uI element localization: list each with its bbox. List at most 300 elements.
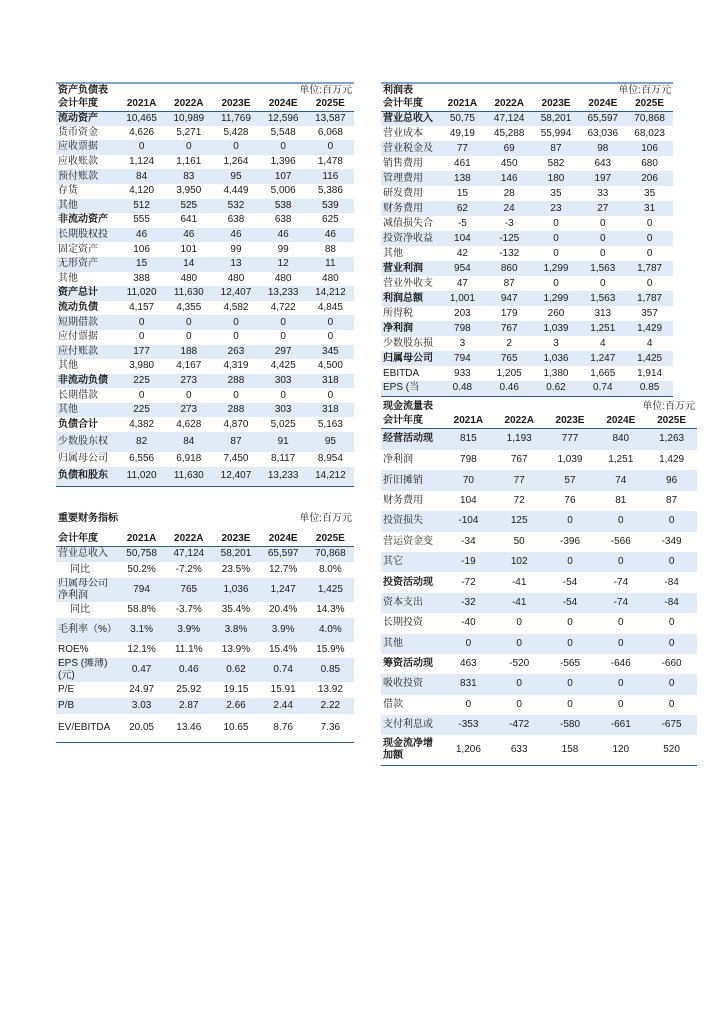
ratios-row [56, 642, 354, 658]
row-value: 461 [454, 157, 471, 169]
row-value: 99 [277, 243, 289, 255]
row-value: 2.87 [165, 698, 212, 714]
row-label: P/B [56, 698, 118, 714]
row-value: 0 [646, 277, 653, 289]
row-label: 利润总额 [381, 291, 439, 306]
row-value: 0 [595, 674, 646, 694]
row-value: 104 [460, 494, 477, 506]
row-value: 512 [118, 199, 165, 214]
cashflow-row [381, 470, 697, 490]
row-value: 4,500 [317, 360, 343, 372]
header-year: 2022A [165, 532, 212, 546]
income-row [381, 156, 673, 171]
row-value: 88 [324, 243, 336, 255]
row-label: 非流动负债 [56, 374, 118, 389]
row-value: 794 [118, 578, 165, 602]
row-label: 流动负债 [58, 302, 98, 314]
row-value: 3.03 [118, 698, 165, 714]
cashflow-row [381, 428, 697, 450]
row-value: 47 [456, 277, 468, 289]
balance-row [56, 286, 354, 301]
row-value: 206 [626, 171, 673, 186]
row-value: 1,193 [494, 428, 545, 450]
row-value: 1,247 [579, 351, 626, 366]
row-value: 0 [545, 674, 596, 694]
row-value: 831 [443, 674, 494, 694]
row-value: 1,396 [270, 156, 296, 168]
row-value: 0.74 [579, 381, 626, 396]
row-value: 14.3% [316, 604, 345, 615]
row-value: 582 [547, 157, 565, 169]
balance-row [56, 301, 354, 316]
row-label: 负债合计 [58, 418, 98, 430]
cashflow-row [381, 634, 697, 654]
row-value: 1,263 [646, 428, 697, 450]
balance-row [56, 388, 354, 403]
row-value: 0 [260, 140, 307, 155]
row-value: 1,251 [579, 321, 626, 336]
row-value: -3.7% [175, 604, 202, 615]
row-value: 6,556 [129, 453, 155, 465]
row-value: 0 [118, 140, 165, 155]
row-label: 长期股权投 [56, 228, 118, 243]
row-value: 0 [668, 698, 675, 710]
row-value: 197 [579, 171, 626, 186]
row-value: 84 [118, 169, 165, 184]
row-value: 96 [646, 470, 697, 490]
row-value: -104 [443, 511, 494, 531]
row-value: 3.8% [212, 618, 259, 642]
ratios-row [56, 658, 354, 682]
row-value: 798 [460, 454, 477, 466]
row-value: 50,758 [118, 546, 165, 562]
row-value: 225 [118, 403, 165, 418]
row-value: -472 [494, 715, 545, 735]
income-row [381, 171, 673, 186]
row-value: 1,039 [557, 454, 583, 466]
row-value: -84 [664, 576, 679, 588]
row-value: 0 [165, 315, 212, 330]
header-year: 2024E [260, 532, 307, 546]
row-value: 480 [274, 272, 292, 284]
header-label: 会计年度 [56, 97, 118, 111]
row-value: 68,023 [634, 127, 665, 139]
balance-row [56, 155, 354, 170]
row-label: 财务费用 [381, 201, 439, 216]
row-value: -566 [610, 535, 631, 547]
row-value: 15 [118, 257, 165, 272]
ratios-title-row [56, 506, 354, 532]
row-value: 4,167 [176, 360, 202, 372]
row-label: 营业税金及 [381, 141, 439, 156]
cashflow-header-row [381, 414, 697, 428]
row-value: 273 [165, 403, 212, 418]
row-value: 0 [646, 552, 697, 572]
row-value: 840 [595, 428, 646, 450]
row-value: 0 [595, 634, 646, 654]
row-value: 777 [545, 428, 596, 450]
row-value: 58,201 [533, 111, 580, 126]
row-value: 539 [307, 199, 354, 214]
row-value: 24.97 [129, 684, 155, 695]
balance-sheet-table [56, 82, 354, 487]
row-value: 106 [626, 141, 673, 156]
row-value: 0 [567, 698, 573, 710]
balance-row [56, 257, 354, 272]
cashflow-statement [381, 400, 697, 766]
row-label: 资产总计 [56, 286, 118, 301]
row-value: 0 [327, 331, 334, 343]
ratios-unit: 单位:百万元 [299, 513, 352, 524]
row-value: 625 [322, 214, 339, 226]
row-label: 销售费用 [383, 157, 423, 169]
row-label: 折旧摊销 [381, 470, 443, 490]
row-value: 69 [486, 141, 533, 156]
row-value: 0 [307, 315, 354, 330]
row-value: 12,407 [212, 467, 259, 487]
row-value: -396 [559, 535, 580, 547]
key-ratios [56, 506, 354, 743]
row-value: 1,914 [637, 367, 663, 379]
row-value: 0 [165, 140, 212, 155]
ratios-row [56, 698, 354, 714]
balance-row [56, 228, 354, 243]
row-label: 其他 [383, 247, 403, 259]
header-year: 2023E [533, 97, 580, 111]
row-value: -520 [509, 658, 530, 670]
row-value: 0 [118, 315, 165, 330]
row-value: 46 [165, 228, 212, 243]
balance-row [56, 126, 354, 141]
row-value: 12.7% [268, 564, 298, 575]
row-value: 13.9% [221, 644, 251, 655]
row-value: 767 [510, 454, 528, 466]
row-value: 13,587 [307, 111, 354, 126]
row-value: 0 [646, 247, 653, 259]
ratios-row [56, 618, 354, 642]
row-value: -41 [494, 593, 545, 613]
row-value: 0.62 [533, 381, 580, 396]
row-value: 0 [567, 617, 573, 629]
row-label: 其他 [58, 272, 78, 284]
row-value: 0 [579, 231, 626, 246]
row-value: 20.05 [118, 714, 165, 742]
row-value: 0 [533, 231, 580, 246]
row-value: 50.2% [127, 564, 156, 575]
row-value: 87 [533, 141, 580, 156]
row-value: 0.62 [212, 658, 259, 682]
row-value: 297 [260, 345, 307, 360]
row-label: 归属母公司 [381, 351, 439, 366]
row-label: 短期借款 [56, 315, 118, 330]
row-value: 65,597 [260, 546, 307, 562]
row-value: 538 [260, 199, 307, 214]
row-value: 480 [227, 272, 245, 284]
row-label: ROE% [58, 644, 89, 655]
row-value: 2.44 [260, 698, 307, 714]
header-year: 2022A [486, 97, 533, 111]
row-value: -74 [595, 593, 646, 613]
row-value: 13.92 [317, 684, 343, 695]
cashflow-row [381, 695, 697, 715]
header-year: 2025E [307, 97, 354, 111]
row-value: 20.4% [268, 604, 298, 615]
row-value: 6,918 [176, 453, 202, 465]
balance-row [56, 111, 354, 126]
row-value: 2.66 [212, 698, 259, 714]
row-value: 2.22 [307, 698, 354, 714]
row-value: 765 [165, 578, 212, 602]
balance-row [56, 467, 354, 487]
row-value: 158 [545, 735, 596, 765]
income-row [381, 186, 673, 201]
row-value: 0 [516, 698, 522, 710]
row-value: 177 [118, 345, 165, 360]
row-value: 1,161 [176, 156, 202, 168]
row-value: 0 [212, 315, 259, 330]
cashflow-row [381, 674, 697, 694]
row-value: 1,299 [533, 291, 580, 306]
row-value: 0.48 [439, 381, 486, 396]
row-label: 吸收投资 [381, 674, 443, 694]
header-year: 2023E [212, 532, 259, 546]
row-value: 87 [666, 494, 678, 506]
row-value: 288 [212, 403, 259, 418]
key-ratios-table [56, 506, 354, 743]
row-label: 其他 [56, 403, 118, 418]
row-value: 357 [641, 307, 658, 319]
row-value: 1,039 [533, 321, 580, 336]
row-value: -353 [443, 715, 494, 735]
row-value: 3 [459, 337, 466, 349]
cashflow-row [381, 491, 697, 511]
row-value: 0 [646, 634, 697, 654]
balance-row [56, 315, 354, 330]
balance-row [56, 140, 354, 155]
row-value: 6,068 [317, 126, 343, 138]
row-value: 4,355 [176, 302, 202, 314]
row-label: 净利润 [383, 454, 413, 466]
balance-row [56, 452, 354, 467]
row-value: 65,597 [579, 111, 626, 126]
row-value: 4,582 [223, 302, 249, 314]
row-value: 70 [443, 470, 494, 490]
balance-unit: 单位:百万元 [212, 83, 354, 97]
row-value: 12,596 [260, 111, 307, 126]
row-label: 固定资产 [58, 243, 98, 255]
header-label: 会计年度 [381, 414, 443, 428]
row-value: 42 [456, 247, 468, 259]
row-value: -580 [545, 715, 596, 735]
cashflow-row [381, 593, 697, 613]
row-value: 1,247 [260, 578, 307, 602]
row-value: 1,001 [439, 291, 486, 306]
row-value: -3 [504, 217, 514, 229]
income-row [381, 126, 673, 141]
cashflow-row [381, 572, 697, 592]
row-value: 95 [307, 432, 354, 452]
row-value: 273 [165, 374, 212, 389]
row-value: 345 [307, 345, 354, 360]
row-label: 毛利率（%） [56, 618, 118, 642]
row-value: 0 [600, 247, 606, 259]
row-value: 83 [165, 169, 212, 184]
row-value: 947 [486, 291, 533, 306]
row-value: 0 [545, 511, 596, 531]
row-value: 11,020 [118, 467, 165, 487]
row-value: 4,382 [129, 418, 155, 430]
row-value: 0 [553, 277, 559, 289]
row-value: 0 [595, 552, 646, 572]
row-value: 0 [595, 511, 646, 531]
cashflow-unit: 单位:百万元 [642, 401, 695, 412]
row-value: 70,868 [307, 546, 354, 562]
row-value: 0 [553, 247, 559, 259]
row-label: EV/EBITDA [56, 714, 118, 742]
income-row [381, 366, 673, 381]
row-value: 0 [233, 389, 239, 401]
row-value: 0 [626, 231, 673, 246]
income-row [381, 291, 673, 306]
row-value: 4,120 [129, 185, 155, 197]
row-value: 179 [500, 307, 518, 319]
cashflow-row [381, 654, 697, 674]
row-value: 98 [579, 141, 626, 156]
row-label: 应付账款 [56, 345, 118, 360]
row-label: 营业总收入 [381, 111, 439, 126]
row-value: 46 [212, 228, 259, 243]
row-label: 应收账款 [58, 156, 98, 168]
header-year: 2021A [443, 414, 494, 428]
row-value: 263 [212, 345, 259, 360]
ratios-row [56, 602, 354, 618]
row-value: 794 [439, 351, 486, 366]
row-value: 125 [494, 511, 545, 531]
row-value: 84 [165, 432, 212, 452]
row-value: 45,288 [493, 127, 525, 139]
row-label: 所得税 [383, 307, 413, 319]
row-value: 303 [260, 374, 307, 389]
row-label: 应付票据 [58, 331, 98, 343]
row-value: 1,036 [212, 578, 259, 602]
cashflow-statement-table [381, 400, 697, 766]
row-label: 流动资产 [56, 111, 118, 126]
header-label: 会计年度 [381, 97, 439, 111]
balance-row [56, 169, 354, 184]
header-year: 2023E [212, 97, 259, 111]
row-value: 0 [212, 140, 259, 155]
income-unit: 单位:百万元 [533, 83, 673, 97]
ratios-row [56, 578, 354, 602]
row-value: 77 [494, 470, 545, 490]
row-value: 0 [138, 389, 145, 401]
income-row [381, 201, 673, 216]
row-label: 营业利润 [381, 261, 439, 276]
row-value: 1,036 [533, 351, 580, 366]
row-label: 减值损失合 [383, 217, 433, 229]
header-year: 2021A [118, 532, 165, 546]
row-value: 3,980 [129, 360, 155, 372]
row-value: 12 [260, 257, 307, 272]
row-value: 0.46 [165, 658, 212, 682]
row-value: 3.9% [260, 618, 307, 642]
income-row [381, 141, 673, 156]
row-value: 303 [260, 403, 307, 418]
row-value: -72 [461, 576, 476, 588]
row-label: 归属母公司 [58, 453, 108, 465]
row-value: 23 [533, 201, 580, 216]
row-value: 63,036 [587, 127, 619, 139]
row-value: 260 [547, 307, 565, 319]
row-value: 1,787 [626, 261, 673, 276]
row-value: 954 [439, 261, 486, 276]
balance-row [56, 403, 354, 418]
row-value: -661 [595, 715, 646, 735]
row-value: 0 [494, 674, 545, 694]
row-value: 102 [494, 552, 545, 572]
income-row [381, 111, 673, 126]
row-value: 765 [486, 351, 533, 366]
row-value: 1,380 [543, 367, 569, 379]
row-value: 47,124 [165, 546, 212, 562]
row-value: -5 [457, 217, 467, 229]
income-row [381, 306, 673, 321]
row-value: 8.0% [318, 564, 342, 575]
row-value: 10,465 [118, 111, 165, 126]
row-value: 0 [280, 389, 286, 401]
row-value: 1,205 [496, 367, 522, 379]
header-label: 会计年度 [56, 532, 118, 546]
row-value: 4,449 [223, 185, 249, 197]
row-label: 投资净收益 [381, 231, 439, 246]
row-value: 8,954 [317, 453, 343, 465]
row-value: 1,124 [129, 156, 155, 168]
row-value: 0 [260, 315, 307, 330]
row-value: 0.85 [626, 381, 673, 396]
row-value: 0 [186, 331, 192, 343]
row-value: 11.1% [174, 644, 203, 655]
ratios-row [56, 546, 354, 562]
balance-row [56, 374, 354, 389]
header-year: 2022A [494, 414, 545, 428]
income-row [381, 381, 673, 396]
row-value: 95 [212, 169, 259, 184]
row-value: 12,407 [212, 286, 259, 301]
row-value: 4,157 [129, 302, 155, 314]
row-value: 463 [460, 658, 477, 670]
income-header-row [381, 97, 673, 111]
row-value: -32 [443, 593, 494, 613]
row-label: 非流动资产 [58, 214, 108, 226]
balance-row [56, 213, 354, 228]
row-label: 经营活动现 [381, 428, 443, 450]
income-title-row [381, 83, 673, 97]
row-value: 4,722 [270, 302, 296, 314]
header-year: 2024E [579, 97, 626, 111]
row-value: 50,75 [439, 111, 486, 126]
row-value: -660 [661, 658, 682, 670]
row-value: 0 [465, 698, 472, 710]
row-value: 1,206 [443, 735, 494, 765]
row-label: 归属母公司净利润 [56, 578, 118, 602]
row-value: 0 [553, 217, 559, 229]
row-label: 负债和股东 [56, 467, 118, 487]
row-value: 525 [165, 199, 212, 214]
cashflow-row [381, 613, 697, 633]
row-value: 120 [595, 735, 646, 765]
row-value: 10,989 [165, 111, 212, 126]
header-year: 2025E [626, 97, 673, 111]
